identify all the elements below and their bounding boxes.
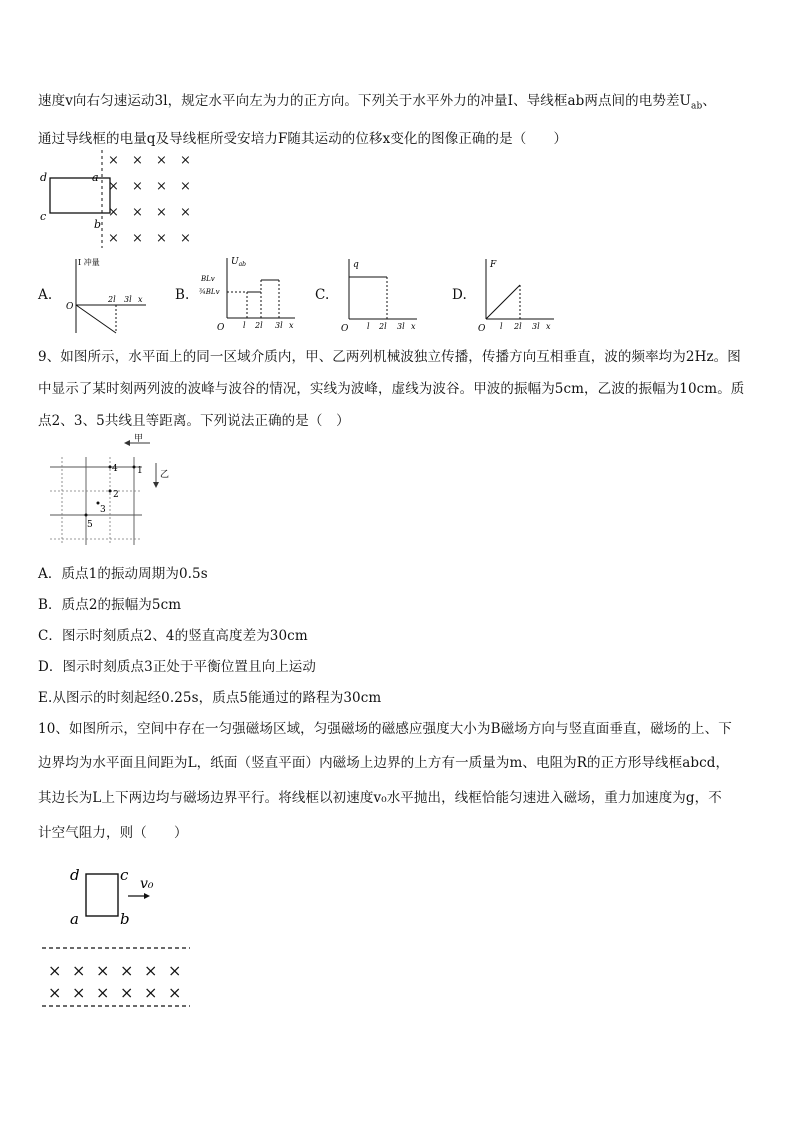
q8-b-xlabel: x [289,321,294,330]
svg-text:×: × [180,205,191,220]
svg-text:×: × [72,961,86,980]
q9-option-c: C．图示时刻质点2、4的竖直高度差为30cm [38,628,308,644]
svg-text:×: × [180,179,191,194]
q8-frame-diagram [36,148,206,258]
q8-wire-frame [50,178,110,213]
svg-text:×: × [72,983,86,1002]
svg-text:×: × [180,231,191,246]
svg-text:×: × [120,961,134,980]
q8-a-xlabel: x [138,295,143,304]
q9-point-1: 1 [137,466,143,476]
svg-text:×: × [168,961,182,980]
q8-b-origin: O [217,323,225,333]
q8-b-tick-3l: 3l [275,321,283,330]
q9-label-jia: 甲 [134,434,144,444]
svg-text:×: × [108,179,119,194]
q8-label-a: a [92,171,99,184]
q10-label-d: d [70,866,80,884]
q8-c-tick-l: l [367,322,370,331]
q8-d-xlabel: x [546,322,551,331]
q9-point-3: 3 [100,505,106,515]
q10-label-c: c [120,866,129,884]
q8-option-d-label: D. [452,287,467,303]
q8-option-a-graph [62,255,152,340]
svg-text:×: × [48,961,62,980]
q8-label-c: c [40,210,47,223]
q8-b-y1: BLv [201,275,215,283]
q9-wave-diagram [46,433,186,551]
svg-text:×: × [132,153,143,168]
q8-c-ylabel: q [353,260,359,270]
q8-a-origin: O [66,302,74,312]
q8-option-c-graph [337,255,427,335]
q9-option-d: D．图示时刻质点3正处于平衡位置且向上运动 [38,659,317,675]
q8-d-origin: O [478,324,486,334]
q8-label-b: b [94,218,102,231]
q10-text-line-3: 其边长为L上下两边均与磁场边界平行。将线框以初速度v₀水平抛出，线框恰能匀速进入磁场，重力加速度为g，不 [38,790,722,806]
q8-text-line-2 [38,127,567,147]
q8-a-tick-2l: 2l [108,295,116,304]
q10-text-line-4: 计空气阻力，则（ ） [38,825,188,841]
q9-text-line-1: 9、如图所示，水平面上的同一区域介质内，甲、乙两列机械波独立传播，传播方向互相垂直，波的频率均为2Hz。图 [38,349,741,365]
q8-line1-subscript: ab [691,101,703,112]
q8-option-d-graph [474,255,564,335]
q8-c-origin: O [341,324,349,334]
q9-point-4: 4 [112,464,118,474]
q8-a-tick-3l: 3l [124,295,132,304]
q8-d-ylabel: F [490,260,497,270]
q8-option-c-label: C. [315,287,330,303]
q8-b-ylabel: $U_{ab}$ [231,257,247,268]
svg-text:×: × [144,961,158,980]
q8-magnetic-field-crosses [108,153,191,246]
q9-option-e: E.从图示的时刻起经0.25s，质点5能通过的路程为30cm [38,690,382,706]
svg-text:×: × [108,153,119,168]
q10-label-v0: v₀ [140,876,154,892]
q8-option-b-graph [195,250,305,335]
q8-text-line-1 [38,89,716,112]
svg-text:×: × [144,983,158,1002]
q10-frame-diagram [40,860,210,1010]
q8-b-tick-l: l [243,321,246,330]
q9-option-a: A．质点1的振动周期为0.5s [38,566,208,582]
svg-text:×: × [132,231,143,246]
q8-c-xlabel: x [411,322,416,331]
svg-text:×: × [156,179,167,194]
q8-option-a-label: A. [38,287,53,303]
q9-point-5: 5 [87,520,93,530]
q9-label-yi: 乙 [160,470,170,480]
q10-label-a: a [70,910,79,928]
q8-d-tick-l: l [500,322,503,331]
svg-text:×: × [132,179,143,194]
q8-d-tick-2l: 2l [514,322,522,331]
q10-text-line-2: 边界均为水平面且间距为L，纸面（竖直平面）内磁场上边界的上方有一质量为m、电阻为R的正方形导线框abcd， [38,755,730,771]
q10-wire-frame [86,874,118,916]
q8-label-d: d [40,171,48,184]
q8-d-tick-3l: 3l [532,322,540,331]
q9-point-2: 2 [113,490,119,500]
svg-text:×: × [108,205,119,220]
svg-text:×: × [120,983,134,1002]
svg-text:×: × [156,153,167,168]
q8-option-b-label: B. [175,287,190,303]
q10-label-b: b [120,910,130,928]
q9-text-line-3: 点2、3、5共线且等距离。下列说法正确的是（ ） [38,413,350,429]
svg-text:×: × [156,231,167,246]
svg-text:×: × [180,153,191,168]
svg-text:×: × [132,205,143,220]
q8-line1-text: 速度v向右匀速运动3l，规定水平向左为力的正方向。下列关于水平外力的冲量I、导线框ab两点间的电势差U [38,93,692,109]
q8-c-tick-3l: 3l [397,322,405,331]
q8-b-tick-2l: 2l [255,321,263,330]
q8-c-tick-2l: 2l [379,322,387,331]
q9-option-b: B．质点2的振幅为5cm [38,597,182,613]
q10-magnetic-field-crosses [48,961,181,1002]
svg-text:×: × [96,983,110,1002]
q8-b-y2: ¾BLv [199,288,220,296]
q10-text-line-1: 10、如图所示，空间中存在一匀强磁场区域，匀强磁场的磁感应强度大小为B磁场方向与竖直面垂直，磁场的上、下 [38,721,732,737]
q8-line2-text: 通过导线框的电量q及导线框所受安培力F随其运动的位移x变化的图像正确的是（ ） [38,131,568,147]
svg-text:×: × [108,231,119,246]
q9-text-line-2: 中显示了某时刻两列波的波峰与波谷的情况，实线为波峰，虚线为波谷。甲波的振幅为5cm，乙波的振幅为10cm。质 [38,381,745,397]
q8-a-ylabel: I 冲量 [78,258,100,267]
svg-text:×: × [96,961,110,980]
q8-line1-end: 、 [702,93,716,109]
svg-text:×: × [156,205,167,220]
svg-text:×: × [48,983,62,1002]
svg-text:×: × [168,983,182,1002]
